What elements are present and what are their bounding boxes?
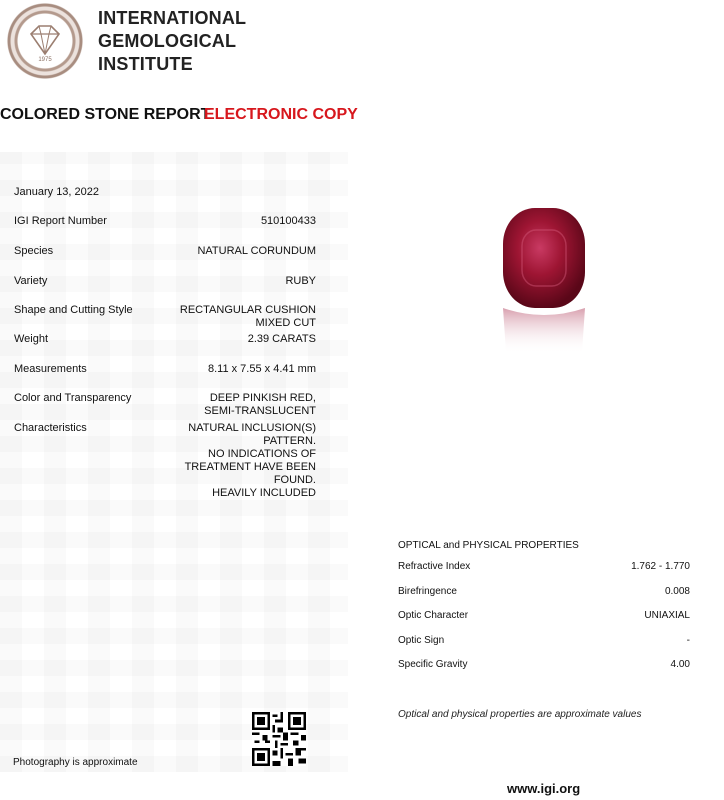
diamond-icon bbox=[27, 22, 63, 58]
field-label: Shape and Cutting Style bbox=[14, 304, 133, 316]
property-label: Optic Sign bbox=[398, 635, 445, 646]
electronic-copy-label: ELECTRONIC COPY bbox=[204, 106, 358, 123]
property-label: Refractive Index bbox=[398, 561, 471, 572]
field-value: 2.39 CARATS bbox=[247, 333, 316, 345]
field-value: NATURAL INCLUSION(S) PATTERN. NO INDICATIONS OF TREATMENT HAVE BEEN FOUND. HEAVILY INCLUDED bbox=[184, 422, 316, 499]
field-label: Color and Transparency bbox=[14, 392, 132, 404]
field-label: Variety bbox=[14, 275, 48, 287]
property-value: - bbox=[686, 635, 690, 646]
report-date: January 13, 2022 bbox=[14, 186, 100, 198]
property-label: Specific Gravity bbox=[398, 659, 468, 670]
ruby-gemstone-photo bbox=[498, 206, 590, 358]
property-value: UNIAXIAL bbox=[644, 610, 690, 621]
field-label: Characteristics bbox=[14, 422, 87, 434]
field-value: 8.11 x 7.55 x 4.41 mm bbox=[207, 363, 316, 375]
field-value: RECTANGULAR CUSHION MIXED CUT bbox=[179, 304, 316, 329]
seal-year: 1975 bbox=[38, 57, 52, 63]
qr-code-icon[interactable] bbox=[252, 712, 306, 766]
igi-seal-logo bbox=[6, 2, 84, 80]
website-link[interactable]: www.igi.org bbox=[507, 781, 581, 796]
photography-note: Photography is approximate bbox=[13, 757, 138, 768]
property-value: 0.008 bbox=[664, 586, 690, 597]
field-label: Species bbox=[14, 245, 54, 257]
property-label: Optic Character bbox=[398, 610, 469, 621]
brand-line: GEMOLOGICAL bbox=[98, 31, 237, 51]
brand-line: INTERNATIONAL bbox=[98, 8, 247, 28]
report-title: COLORED STONE REPORT bbox=[0, 106, 211, 123]
brand-name bbox=[98, 7, 246, 76]
property-label: Birefringence bbox=[398, 586, 457, 597]
optical-properties-note: Optical and physical properties are approximate values bbox=[398, 709, 642, 720]
field-label: Weight bbox=[14, 333, 49, 345]
field-value: RUBY bbox=[285, 275, 316, 287]
field-value: NATURAL CORUNDUM bbox=[197, 245, 316, 257]
field-label: IGI Report Number bbox=[14, 215, 107, 227]
optical-properties-title: OPTICAL and PHYSICAL PROPERTIES bbox=[398, 540, 579, 551]
field-value: 510100433 bbox=[260, 215, 316, 227]
property-value: 1.762 - 1.770 bbox=[631, 561, 690, 572]
brand-line: INSTITUTE bbox=[98, 54, 193, 74]
property-value: 4.00 bbox=[670, 659, 690, 670]
field-label: Measurements bbox=[14, 363, 87, 375]
field-value: DEEP PINKISH RED, SEMI-TRANSLUCENT bbox=[204, 392, 316, 417]
